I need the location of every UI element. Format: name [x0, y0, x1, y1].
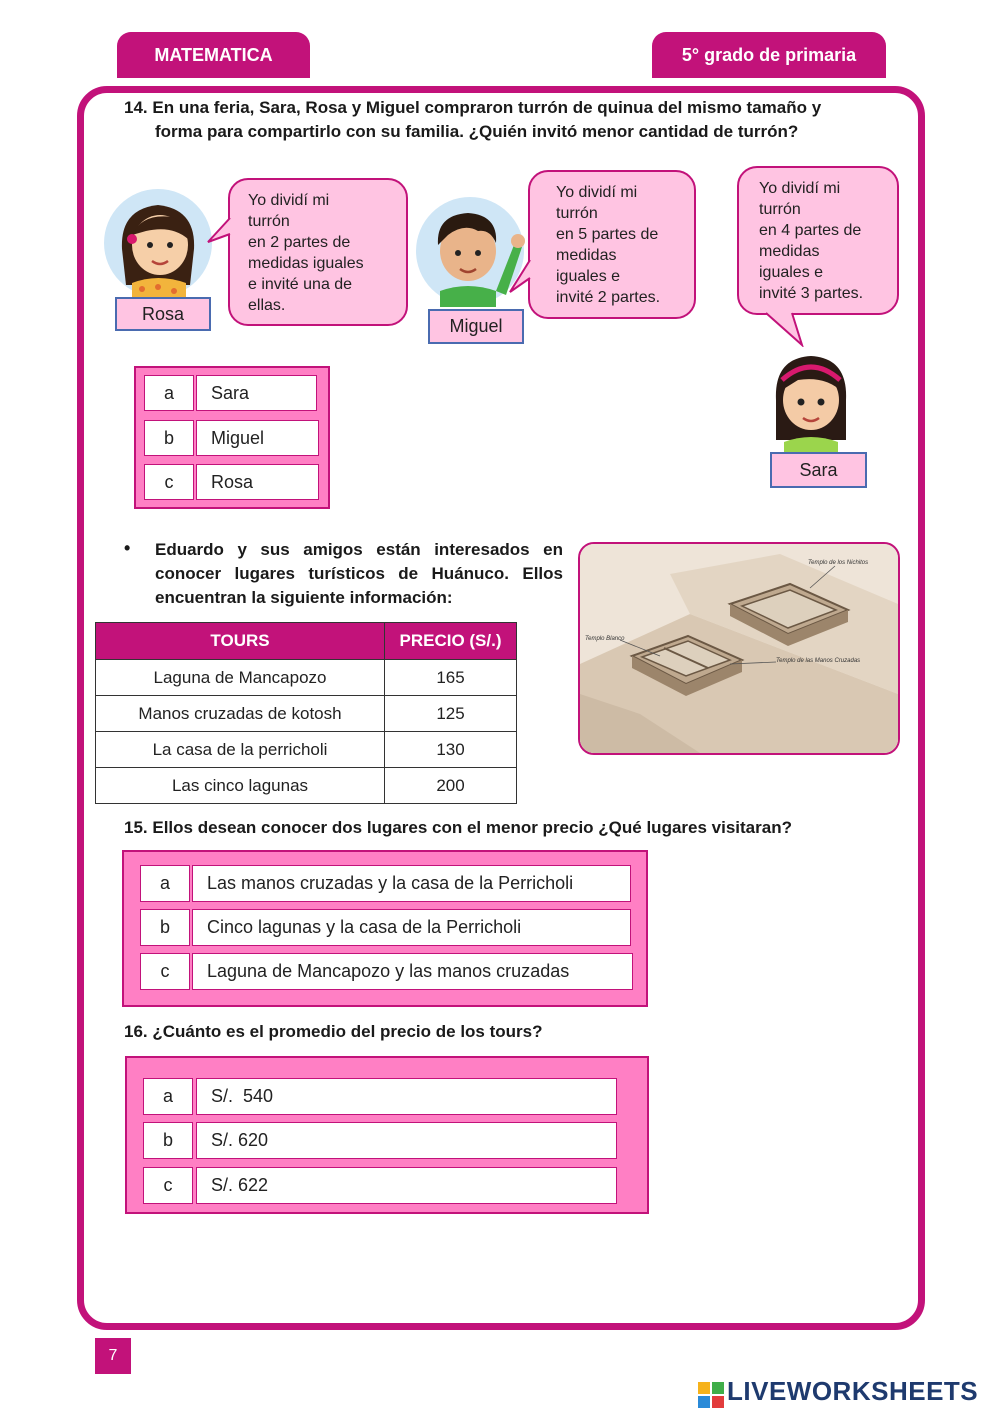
tour-price: 165 — [385, 660, 517, 696]
intro-line: Eduardo y sus amigos están interesados en — [155, 540, 563, 559]
rosa-name: Rosa — [141, 304, 185, 324]
q15-text — [124, 816, 904, 840]
q15-option-b-text[interactable] — [192, 909, 631, 946]
tour-name: La casa de la perricholi — [96, 732, 385, 768]
miguel-speech-line: Yo dividí mi — [556, 184, 638, 201]
brand-name: LIVEWORKSHEETS — [727, 1376, 979, 1406]
table-header-row — [96, 623, 517, 660]
q14-option-c-letter[interactable] — [144, 464, 194, 500]
sara-bubble-tail — [762, 311, 808, 347]
q16-option-c-text[interactable] — [196, 1167, 617, 1204]
miguel-speech-line: iguales e — [556, 268, 621, 285]
rosa-speech-line: Yo dividí mi — [248, 192, 330, 209]
rosa-speech-line: ellas. — [248, 297, 286, 314]
option-text: Miguel — [211, 427, 265, 448]
rosa-name-box — [115, 297, 211, 331]
kotosh-temple-illustration — [578, 542, 900, 755]
miguel-speech-line: medidas — [556, 247, 617, 264]
table-row — [96, 732, 517, 768]
option-letter: c — [164, 471, 174, 492]
q16-question: ¿Cuánto es el promedio del precio de los tours? — [152, 1022, 543, 1041]
sara-speech-line: en 4 partes de — [759, 222, 862, 239]
q15-option-b-letter[interactable] — [140, 909, 190, 946]
option-text: S/. 540 — [211, 1086, 274, 1106]
q14-option-a-text[interactable] — [196, 375, 317, 411]
rosa-speech-line: e invité una de — [248, 276, 353, 293]
table-header-price: PRECIO (S/.) — [385, 623, 517, 660]
table-row — [96, 768, 517, 804]
q15-option-a-text[interactable] — [192, 865, 631, 902]
tour-price: 130 — [385, 732, 517, 768]
miguel-bubble-tail — [508, 258, 532, 294]
option-letter: a — [163, 382, 174, 403]
q16-text — [124, 1020, 904, 1044]
rosa-speech-bubble — [228, 178, 408, 326]
table-row — [96, 696, 517, 732]
q16-option-b-text[interactable] — [196, 1122, 617, 1159]
option-letter: b — [162, 1130, 173, 1150]
liveworksheets-logo-icon — [698, 1382, 724, 1408]
tour-name: Las cinco lagunas — [96, 768, 385, 804]
q15-number: 15. — [124, 818, 148, 837]
q16-option-c-letter[interactable] — [143, 1167, 193, 1204]
sara-illustration — [766, 350, 856, 454]
page-number-text: 7 — [108, 1347, 118, 1364]
q15-question: Ellos desean conocer dos lugares con el menor precio ¿Qué lugares visitaran? — [152, 818, 792, 837]
page-number — [95, 1338, 131, 1374]
table-header-tours: TOURS — [96, 623, 385, 660]
temple-drawing — [580, 544, 898, 753]
sara-speech-line: medidas — [759, 243, 820, 260]
rosa-speech-line: medidas iguales — [248, 255, 364, 272]
miguel-name-box — [428, 309, 524, 344]
option-letter: b — [159, 917, 170, 937]
miguel-speech-line: invité 2 partes. — [556, 289, 661, 306]
sara-name-box — [770, 452, 867, 488]
subject-label: MATEMATICA — [154, 44, 273, 65]
q14-option-c-text[interactable] — [196, 464, 319, 500]
tour-name: Laguna de Mancapozo — [96, 660, 385, 696]
q16-option-a-letter[interactable] — [143, 1078, 193, 1115]
q15-option-c-text[interactable] — [192, 953, 633, 990]
sara-speech-line: iguales e — [759, 264, 824, 281]
grade-tab — [652, 32, 886, 78]
intro-line: encuentran la siguiente información: — [155, 588, 453, 607]
option-text: Sara — [211, 382, 250, 403]
q16-option-a-text[interactable] — [196, 1078, 617, 1115]
label-manos-cruzadas: Templo de las Manos Cruzadas — [776, 658, 861, 664]
sara-name: Sara — [799, 460, 838, 480]
intro-paragraph — [155, 538, 563, 610]
q14-option-b-letter[interactable] — [144, 420, 194, 456]
q15-option-c-letter[interactable] — [140, 953, 190, 990]
option-text: Cinco lagunas y la casa de la Perricholi — [207, 917, 522, 937]
miguel-speech-bubble — [528, 170, 696, 319]
sara-speech-line: Yo dividí mi — [759, 180, 841, 197]
label-nichitos: Templo de los Nichitos — [808, 560, 869, 566]
option-letter: a — [159, 873, 170, 893]
table-row — [96, 660, 517, 696]
label-templo-blanco: Templo Blanco — [585, 636, 625, 642]
miguel-speech-line: en 5 partes de — [556, 226, 659, 243]
q14-option-b-text[interactable] — [196, 420, 319, 456]
sara-speech-bubble — [737, 166, 899, 315]
q16-number: 16. — [124, 1022, 148, 1041]
q14-line1: En una feria, Sara, Rosa y Miguel compraron turrón de quinua del mismo tamaño y — [152, 98, 822, 117]
option-text: S/. 620 — [211, 1130, 269, 1150]
option-letter: b — [163, 427, 174, 448]
intro-bullet: • — [124, 538, 131, 558]
tour-price: 125 — [385, 696, 517, 732]
sara-speech-line: turrón — [759, 201, 801, 218]
tour-price: 200 — [385, 768, 517, 804]
option-text: S/. 622 — [211, 1175, 269, 1195]
q14-text — [124, 96, 904, 144]
q15-option-a-letter[interactable] — [140, 865, 190, 902]
option-text: Rosa — [211, 471, 254, 492]
q14-line2: forma para compartirlo con su familia. ¿Quién invitó menor cantidad de turrón? — [155, 122, 799, 141]
rosa-speech-line: turrón — [248, 213, 290, 230]
option-text: Las manos cruzadas y la casa de la Perricholi — [207, 873, 574, 893]
q14-option-a-letter[interactable] — [144, 375, 194, 411]
intro-line: conocer lugares turísticos de Huánuco. Ellos — [155, 564, 563, 583]
option-text: Laguna de Mancapozo y las manos cruzadas — [207, 961, 570, 981]
rosa-illustration — [102, 187, 214, 299]
option-letter: a — [162, 1086, 173, 1106]
option-letter: c — [160, 961, 170, 981]
miguel-speech-line: turrón — [556, 205, 598, 222]
grade-label: 5° grado de primaria — [681, 44, 857, 65]
tours-table — [95, 622, 517, 804]
sara-speech-line: invité 3 partes. — [759, 285, 864, 302]
tour-name: Manos cruzadas de kotosh — [96, 696, 385, 732]
option-letter: c — [163, 1175, 173, 1195]
q16-option-b-letter[interactable] — [143, 1122, 193, 1159]
q14-number: 14. — [124, 98, 148, 117]
rosa-bubble-tail — [206, 216, 232, 246]
rosa-speech-line: en 2 partes de — [248, 234, 351, 251]
subject-tab — [117, 32, 310, 78]
miguel-name: Miguel — [449, 316, 503, 336]
